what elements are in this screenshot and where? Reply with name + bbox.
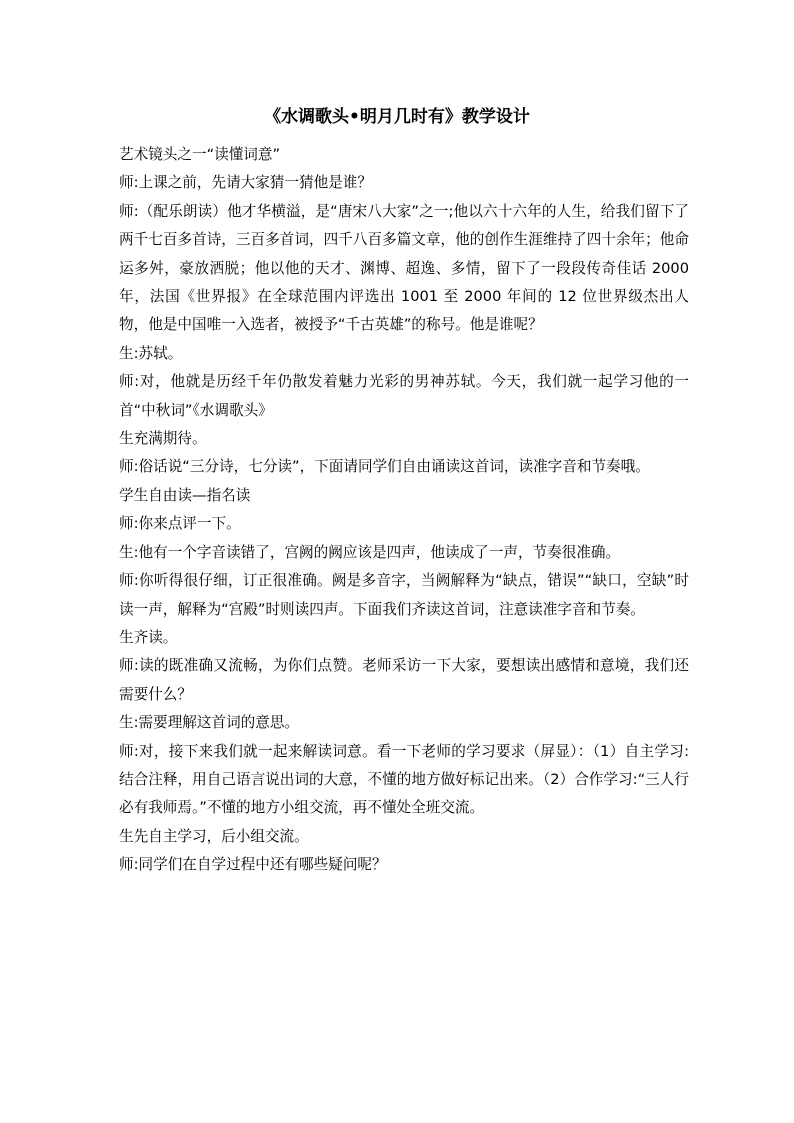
paragraph: 师:同学们在自学过程中还有哪些疑问呢？ xyxy=(119,856,387,874)
paragraph: 师:（配乐朗读）他才华横溢，是“唐宋八大家”之一;他以六十六年的人生，给我们留下了两千七百多首诗，三百多首词，四千八百多篇文章，他的创作生涯维持了四十余年；他命运多舛，豪放洒脱；他以他的天才、渊博、超逸、多情，留下了一段段传奇佳话 2000 年，法国《世界报》在全球范围内评选出 1001 至 2000 年间的 12 位世界级杰出人物，他是中国唯一入选者，被授予“千古英雄”的称号。他是谁呢？ xyxy=(119,202,689,334)
paragraph: 生:苏轼。 xyxy=(119,344,183,362)
paragraph: 师:你来点评一下。 xyxy=(119,515,241,533)
paragraph: 生充满期待。 xyxy=(119,430,207,448)
paragraph: 生齐读。 xyxy=(119,628,178,646)
paragraph: 艺术镜头之一“读懂词意” xyxy=(119,146,281,163)
paragraph: 生:他有一个字音读错了，宫阙的阙应该是四声，他读成了一声，节奏很准确。 xyxy=(119,543,621,561)
paragraph: 师:对，他就是历经千年仍散发着魅力光彩的男神苏轼。今天，我们就一起学习他的一首“中秋词”《水调歌头》 xyxy=(119,373,689,419)
paragraph: 学生自由读—指名读 xyxy=(119,486,251,504)
paragraph: 师:读的既准确又流畅，为你们点赞。老师采访一下大家，要想读出感情和意境，我们还需要什么？ xyxy=(119,657,689,703)
document-title: 《水调歌头•明月几时有》教学设计 xyxy=(264,107,530,127)
paragraph: 师:你听得很仔细，订正很准确。阙是多音字，当阙解释为“缺点，错误”“缺口，空缺”时读一声，解释为“宫殿”时则读四声。下面我们齐读这首词，注意读准字音和节奏。 xyxy=(119,572,689,618)
document-body xyxy=(119,141,689,880)
paragraph: 师:俗话说“三分诗，七分读”，下面请同学们自由诵读这首词，读准字音和节奏哦。 xyxy=(119,458,650,476)
paragraph: 生先自主学习，后小组交流。 xyxy=(119,827,309,845)
paragraph: 生:需要理解这首词的意思。 xyxy=(119,714,300,732)
paragraph: 师:对，接下来我们就一起来解读词意。看一下老师的学习要求（屏显）：（1）自主学习:结合注释，用自己语言说出词的大意，不懂的地方做好标记出来。（2）合作学习:“三人行必有我师焉。”不懂的地方小组交流，再不懂处全班交流。 xyxy=(119,742,689,817)
paragraph: 师:上课之前，先请大家猜一猜他是谁？ xyxy=(119,174,373,192)
